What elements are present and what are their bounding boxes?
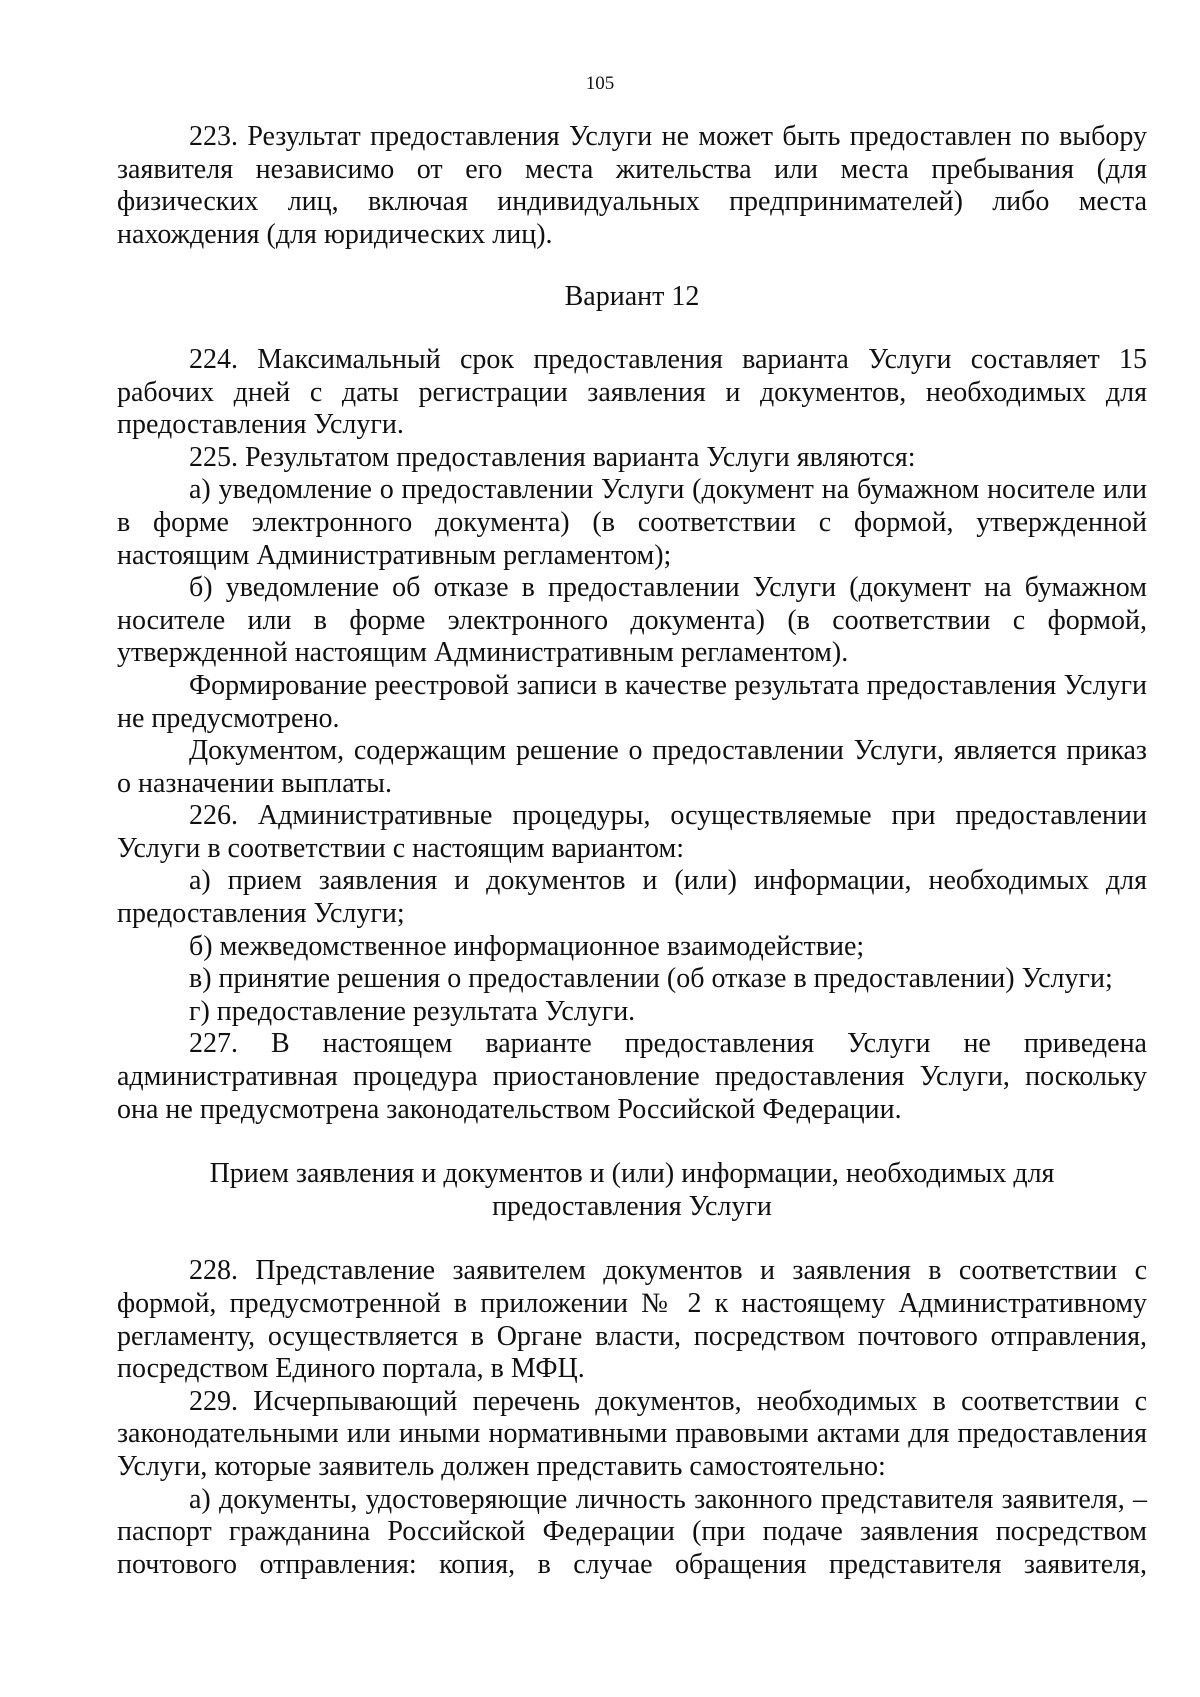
paragraph-224: 224. Максимальный срок предоставления варианта Услуги составляет 15 рабочих дней с даты регистрации заявления и документов, необходимых для предоставления Услуги.: [117, 343, 1147, 441]
section-heading-reception: Прием заявления и документов и (или) информации, необходимых для предоставления Услуги: [209, 1158, 1055, 1222]
document-body: [117, 121, 1147, 1581]
paragraph-226-v: в) принятие решения о предоставлении (об отказе в предоставлении) Услуги;: [189, 963, 1113, 995]
paragraph-226: 226. Административные процедуры, осуществляемые при предоставлении Услуги в соответствии с настоящим вариантом:: [117, 800, 1147, 864]
paragraph-225-a: а) уведомление о предоставлении Услуги (документ на бумажном носителе или в форме электронного документа) (в соответствии с формой, утвержденной настоящим Административным регламентом);: [117, 474, 1147, 571]
paragraph-228: 228. Представление заявителем документов и заявления в соответствии с формой, предусмотренной в приложении № 2 к настоящему Административному регламенту, осуществляется в Органе власти, посредством почтового отправления, посредством Единого портала, в МФЦ.: [117, 1255, 1147, 1385]
paragraph-223: 223. Результат предоставления Услуги не может быть предоставлен по выбору заявителя независимо от его места жительства или места пребывания (для физических лиц, включая индивидуальных предпринимателей) либо места нахождения (для юридических лиц).: [117, 121, 1147, 250]
paragraph-229: 229. Исчерпывающий перечень документов, необходимых в соответствии с законодательными или иными нормативными правовыми актами для предоставления Услуги, которые заявитель должен представить самостоятельно:: [117, 1385, 1147, 1482]
page-number: 105: [585, 73, 615, 94]
paragraph-decision-document: Документом, содержащим решение о предоставлении Услуги, является приказ о назначении выплаты.: [117, 735, 1147, 799]
paragraph-226-b: б) межведомственное информационное взаимодействие;: [189, 930, 865, 962]
section-heading-variant: Вариант 12: [564, 281, 700, 313]
paragraph-225: 225. Результатом предоставления варианта Услуги являются:: [189, 441, 916, 473]
paragraph-registry-record: Формирование реестровой записи в качестве результата предоставления Услуги не предусмотрено.: [117, 669, 1147, 734]
paragraph-227: 227. В настоящем варианте предоставления Услуги не приведена административная процедура приостановление предоставления Услуги, поскольку она не предусмотрена законодательством Российской Федерации.: [117, 1028, 1147, 1125]
paragraph-229-a: а) документы, удостоверяющие личность законного представителя заявителя, – паспорт гражданина Российской Федерации (при подаче заявления посредством почтового отправления: копия, в случае обращения представителя заявителя,: [117, 1483, 1147, 1580]
paragraph-225-b: б) уведомление об отказе в предоставлении Услуги (документ на бумажном носителе или в форме электронного документа) (в соответствии с формой, утвержденной настоящим Административным регламентом).: [117, 572, 1147, 669]
paragraph-226-a: а) прием заявления и документов и (или) информации, необходимых для предоставления Услуги;: [117, 865, 1147, 930]
paragraph-226-g: г) предоставление результата Услуги.: [189, 995, 636, 1027]
